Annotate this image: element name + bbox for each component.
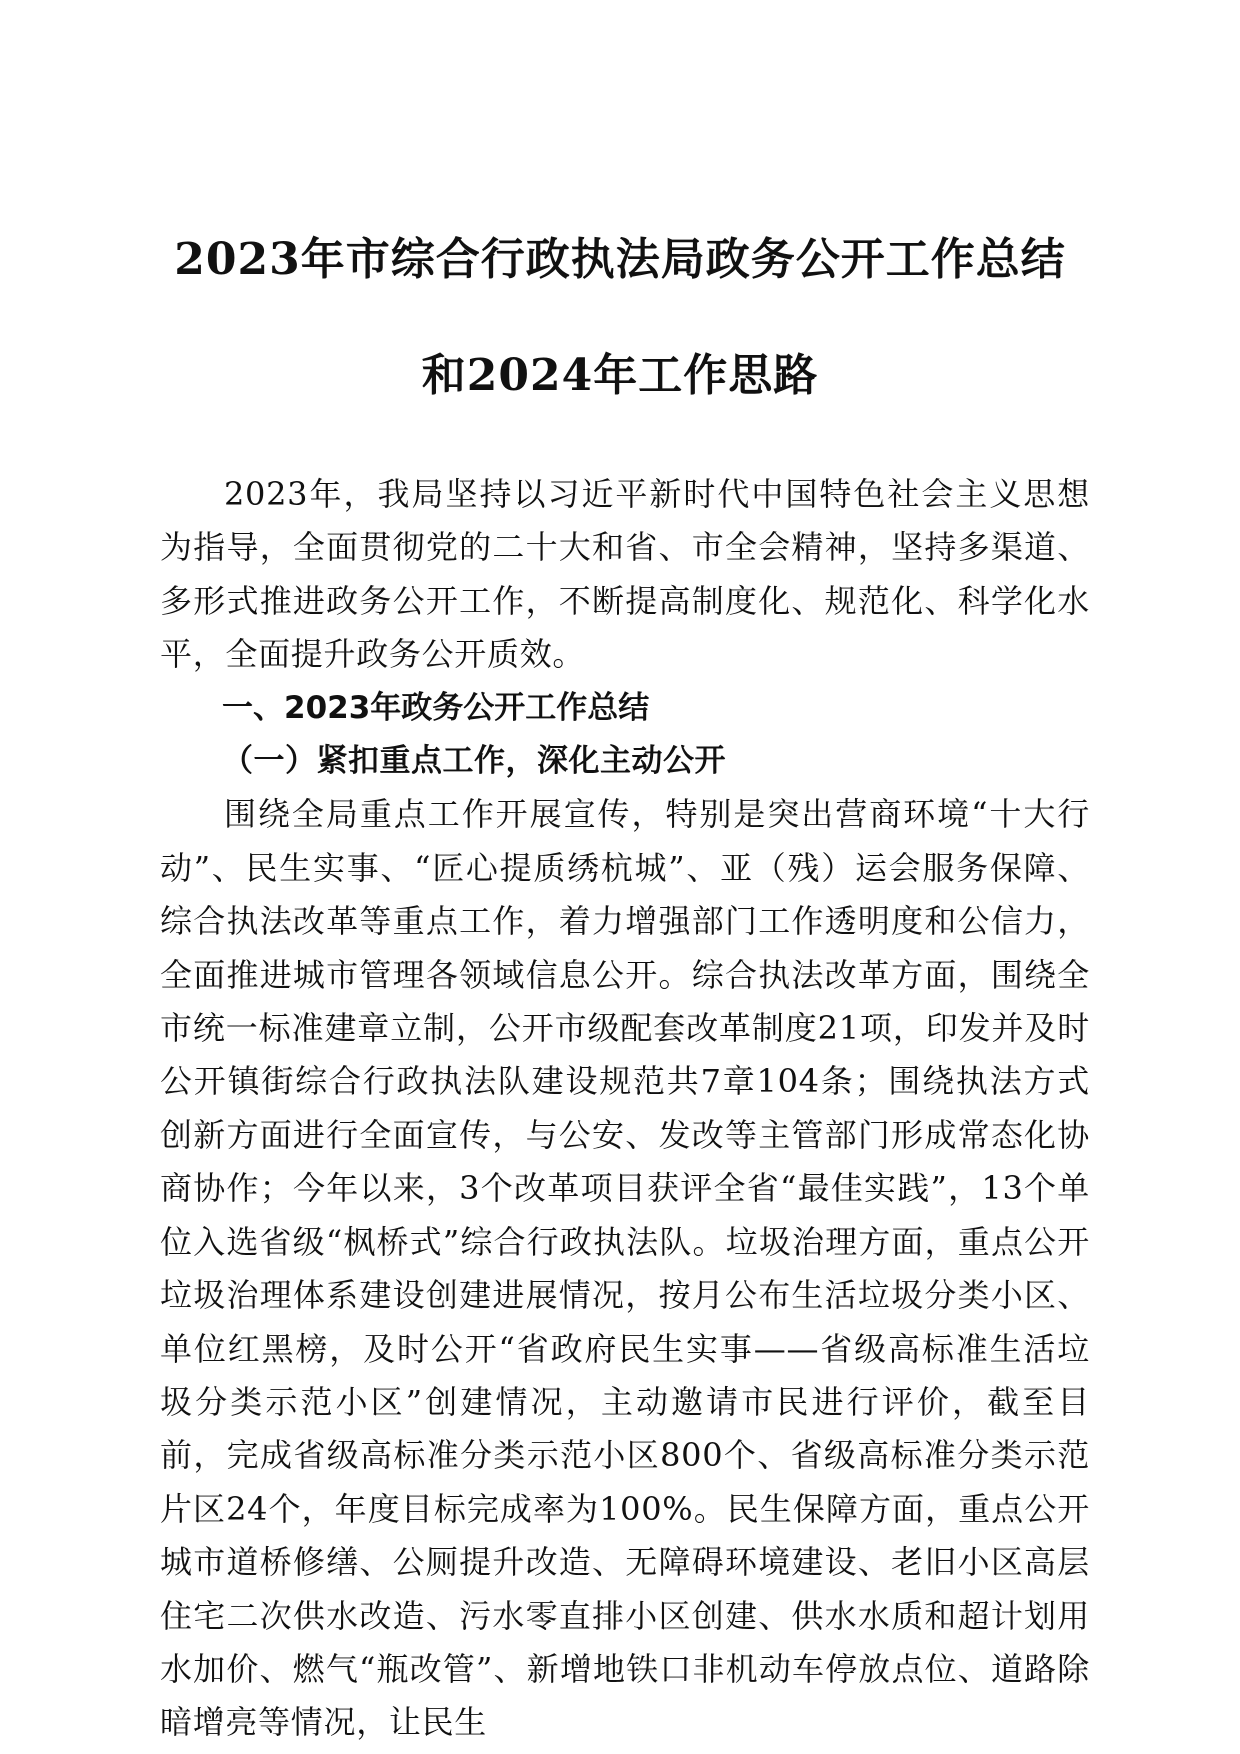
intro-paragraph: 2023年，我局坚持以习近平新时代中国特色社会主义思想为指导，全面贯彻党的二十大和省、市全会精神，坚持多渠道、多形式推进政务公开工作，不断提高制度化、规范化、科学化水平，全面提升政务公开质效。 <box>160 475 1090 674</box>
document-title-line-2: 和2024年工作思路 <box>421 350 819 401</box>
section-heading: 一、2023年政务公开工作总结 <box>222 689 650 726</box>
subsection-heading: （一）紧扣重点工作，深化主动公开 <box>222 743 726 780</box>
subsection-paragraph: 围绕全局重点工作开展宣传，特别是突出营商环境“十大行动”、民生实事、“匠心提质绣杭城”、亚（残）运会服务保障、综合执法改革等重点工作，着力增强部门工作透明度和公信力，全面推进城市管理各领域信息公开。综合执法改革方面，围绕全市统一标准建章立制，公开市级配套改革制度21项，印发并及时公开镇街综合行政执法队建设规范共7章104条；围绕执法方式创新方面进行全面宣传，与公安、发改等主管部门形成常态化协商协作；今年以来，3个改革项目获评全省“最佳实践”，13个单位入选省级“枫桥式”综合行政执法队。垃圾治理方面，重点公开垃圾治理体系建设创建进展情况，按月公布生活垃圾分类小区、单位红黑榜，及时公开“省政府民生实事——省级高标准生活垃圾分类示范小区”创建情况，主动邀请市民进行评价，截至目前，完成省级高标准分类示范小区800个、省级高标准分类示范片区24个，年度目标完成率为100%。民生保障方面，重点公开城市道桥修缮、公厕提升改造、无障碍环境建设、老旧小区高层住宅二次供水改造、污水零直排小区创建、供水水质和超计划用水加价、燃气“瓶改管”、新增地铁口非机动车停放点位、道路除暗增亮等情况，让民生 <box>160 795 1090 1742</box>
document-title-line-1: 2023年市综合行政执法局政务公开工作总结 <box>174 234 1066 285</box>
document-body <box>160 468 1090 1750</box>
